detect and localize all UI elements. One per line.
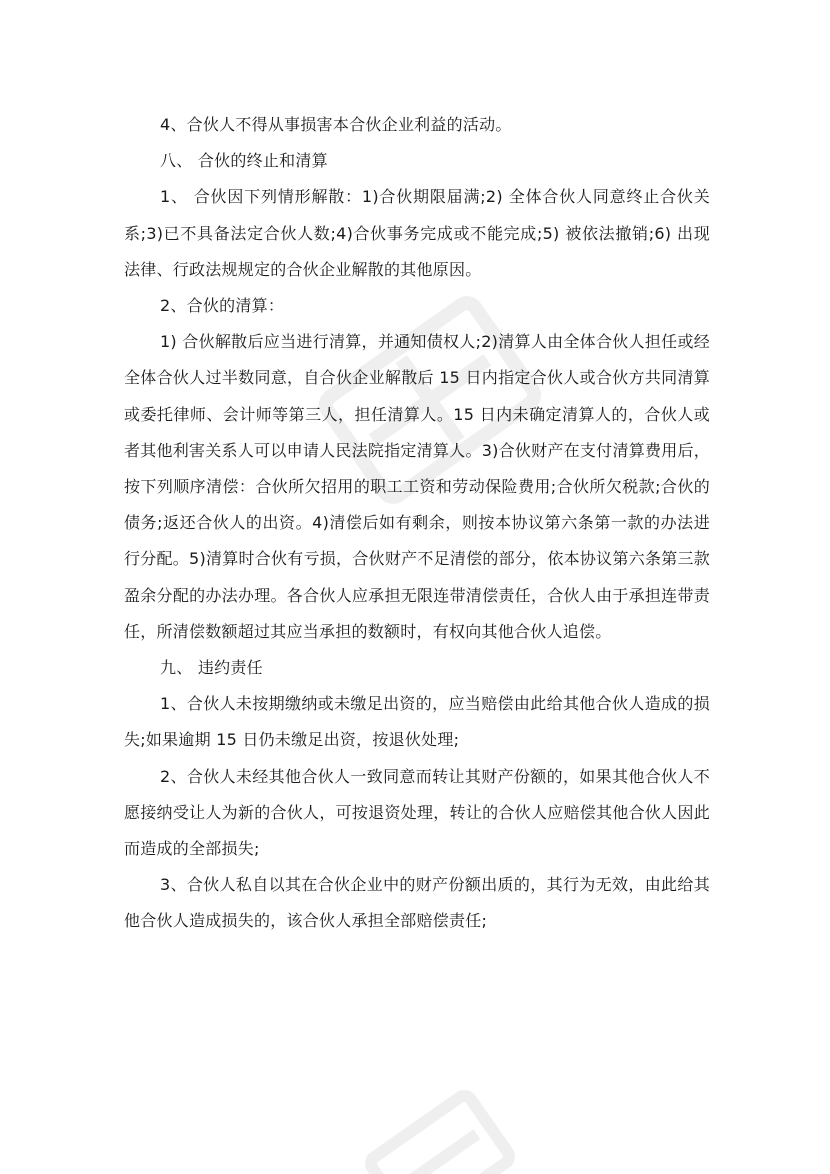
- clause-paragraph: 4、合伙人不得从事损害本合伙企业利益的活动。: [160, 115, 512, 134]
- section-heading: 九、 违约责任: [160, 658, 263, 678]
- watermark-stamp-icon: [360, 1080, 520, 1174]
- clause-paragraph: 1、 合伙因下列情形解散：1)合伙期限届满;2) 全体合伙人同意终止合伙关系;3)已不具备法定合伙人数;4)合伙事务完成或不能完成;5) 被依法撤销;6) 出现法律、行政法规规定的合伙企业解散的其他原因。: [124, 187, 710, 279]
- clause-paragraph: 3、合伙人私自以其在合伙企业中的财产份额出质的，其行为无效，由此给其他合伙人造成损失的，该合伙人承担全部赔偿责任;: [124, 875, 710, 931]
- clause-paragraph: 1、合伙人未按期缴纳或未缴足出资的，应当赔偿由此给其他合伙人造成的损失;如果逾期 15 日仍未缴足出资，按退伙处理;: [124, 694, 710, 750]
- document-page: [124, 107, 710, 940]
- clause-paragraph: 2、合伙的清算：: [160, 296, 285, 316]
- section-heading: 八、 合伙的终止和清算: [160, 151, 328, 171]
- clause-paragraph: 2、合伙人未经其他合伙人一致同意而转让其财产份额的，如果其他合伙人不愿接纳受让人为新的合伙人，可按退资处理，转让的合伙人应赔偿其他合伙人因此而造成的全部损失;: [124, 766, 710, 859]
- clause-paragraph: 1) 合伙解散后应当进行清算，并通知债权人;2)清算人由全体合伙人担任或经全体合伙人过半数同意，自合伙企业解散后 15 日内指定合伙人或合伙方共同清算或委托律师、会计师等第三人，担任清算人。15 日内未确定清算人的，合伙人或者其他利害关系人可以申请人民法院指定清算人。3)合伙财产在支付清算费用后，按下列顺序清偿：合伙所欠招用的职工工资和劳动保险费用;合伙所欠税款;合伙的债务;返还合伙人的出资。4)清偿后如有剩余，则按本协议第六条第一款的办法进行分配。5)清算时合伙有亏损，合伙财产不足清偿的部分，依本协议第六条第三款盈余分配的办法办理。各合伙人应承担无限连带清偿责任，合伙人由于承担连带责任，所清偿数额超过其应当承担的数额时，有权向其他合伙人追偿。: [124, 332, 710, 641]
